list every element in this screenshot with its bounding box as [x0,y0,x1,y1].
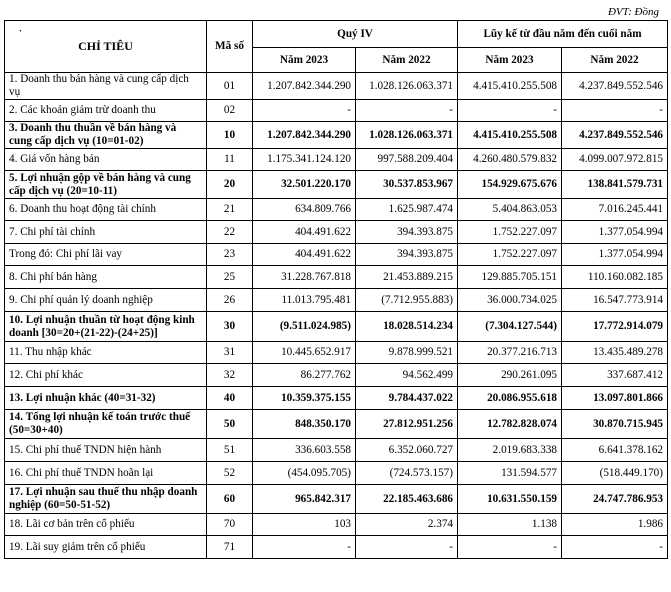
row-label: Trong đó: Chi phí lãi vay [5,244,207,266]
row-code: 40 [207,387,253,410]
table-row [5,100,668,122]
row-code: 71 [207,536,253,559]
row-quarter-2023: 404.491.622 [253,244,356,266]
row-ytd-2023: 154.929.675.676 [458,171,562,199]
row-quarter-2022: 997.588.209.404 [356,149,458,171]
row-ytd-2023: 4.260.480.579.832 [458,149,562,171]
table-header [5,21,668,73]
row-code: 31 [207,342,253,364]
row-ytd-2022: 4.237.849.552.546 [562,122,668,149]
row-ytd-2022: 13.097.801.866 [562,387,668,410]
table-row [5,462,668,485]
row-ytd-2023: - [458,100,562,122]
row-label: 8. Chi phí bán hàng [5,266,207,289]
row-label: 18. Lãi cơ bản trên cổ phiếu [5,514,207,536]
row-label: 10. Lợi nhuận thuần từ hoạt động kinh doanh [30=20+(21-22)-(24+25)] [5,312,207,342]
row-code: 70 [207,514,253,536]
row-label: 17. Lợi nhuận sau thuế thu nhập doanh nghiệp (60=50-51-52) [5,485,207,514]
row-label: 5. Lợi nhuận gộp về bán hàng và cung cấp dịch vụ (20=10-11) [5,171,207,199]
row-code: 50 [207,410,253,439]
table-row [5,410,668,439]
row-quarter-2022: 22.185.463.686 [356,485,458,514]
row-code: 11 [207,149,253,171]
header-quarter-group: Quý IV [253,21,458,48]
row-quarter-2023: - [253,100,356,122]
header-indicator [5,21,207,73]
row-label: 7. Chi phí tài chính [5,221,207,244]
row-quarter-2022: 1.625.987.474 [356,199,458,221]
row-quarter-2023: 10.445.652.917 [253,342,356,364]
row-ytd-2022: 16.547.773.914 [562,289,668,312]
header-code: Mã số [207,21,253,73]
header-quarter-2022: Năm 2022 [356,48,458,73]
row-ytd-2022: 30.870.715.945 [562,410,668,439]
row-quarter-2022: 21.453.889.215 [356,266,458,289]
row-ytd-2023: 10.631.550.159 [458,485,562,514]
row-ytd-2022: 337.687.412 [562,364,668,387]
row-ytd-2022: 24.747.786.953 [562,485,668,514]
row-ytd-2022: 1.986 [562,514,668,536]
row-ytd-2022: 7.016.245.441 [562,199,668,221]
row-quarter-2022: 18.028.514.234 [356,312,458,342]
header-ytd-2023: Năm 2023 [458,48,562,73]
row-ytd-2023: 12.782.828.074 [458,410,562,439]
row-ytd-2022: 1.377.054.994 [562,244,668,266]
row-quarter-2023: 848.350.170 [253,410,356,439]
row-quarter-2023: 1.207.842.344.290 [253,73,356,100]
table-row [5,266,668,289]
row-label: 2. Các khoản giảm trừ doanh thu [5,100,207,122]
row-code: 51 [207,439,253,462]
row-ytd-2022: (518.449.170) [562,462,668,485]
row-ytd-2022: 17.772.914.079 [562,312,668,342]
row-label: 6. Doanh thu hoạt động tài chính [5,199,207,221]
row-ytd-2022: 110.160.082.185 [562,266,668,289]
row-ytd-2023: 5.404.863.053 [458,199,562,221]
row-quarter-2023: (9.511.024.985) [253,312,356,342]
row-quarter-2022: (724.573.157) [356,462,458,485]
row-ytd-2023: 131.594.577 [458,462,562,485]
row-label: 15. Chi phí thuế TNDN hiện hành [5,439,207,462]
row-code: 20 [207,171,253,199]
row-quarter-2023: 11.013.795.481 [253,289,356,312]
row-quarter-2023: 404.491.622 [253,221,356,244]
row-quarter-2023: - [253,536,356,559]
row-quarter-2022: 394.393.875 [356,244,458,266]
row-quarter-2022: 394.393.875 [356,221,458,244]
table-row [5,199,668,221]
row-label: 19. Lãi suy giảm trên cổ phiếu [5,536,207,559]
table-row [5,514,668,536]
header-ytd-2022: Năm 2022 [562,48,668,73]
row-quarter-2022: 27.812.951.256 [356,410,458,439]
row-label: 9. Chi phí quản lý doanh nghiệp [5,289,207,312]
row-quarter-2023: 32.501.220.170 [253,171,356,199]
row-ytd-2023: 129.885.705.151 [458,266,562,289]
header-quarter-2023: Năm 2023 [253,48,356,73]
table-body [5,73,668,559]
row-ytd-2023: 1.752.227.097 [458,244,562,266]
row-quarter-2023: 1.207.842.344.290 [253,122,356,149]
row-label: 1. Doanh thu bán hàng và cung cấp dịch vụ [5,73,207,100]
header-ytd-group: Lũy kế từ đầu năm đến cuối năm [458,21,668,48]
table-row [5,342,668,364]
header-mark: · [19,26,23,36]
row-label: 11. Thu nhập khác [5,342,207,364]
row-quarter-2022: 6.352.060.727 [356,439,458,462]
row-quarter-2023: 336.603.558 [253,439,356,462]
row-quarter-2023: 1.175.341.124.120 [253,149,356,171]
row-ytd-2023: 1.752.227.097 [458,221,562,244]
row-ytd-2022: 1.377.054.994 [562,221,668,244]
row-quarter-2023: 10.359.375.155 [253,387,356,410]
row-quarter-2023: (454.095.705) [253,462,356,485]
row-code: 30 [207,312,253,342]
row-label: 12. Chi phí khác [5,364,207,387]
row-ytd-2023: - [458,536,562,559]
table-row [5,221,668,244]
row-quarter-2023: 103 [253,514,356,536]
table-row [5,439,668,462]
table-row [5,244,668,266]
table-row [5,387,668,410]
table-row [5,364,668,387]
table-row [5,73,668,100]
row-code: 25 [207,266,253,289]
row-quarter-2022: - [356,100,458,122]
row-label: 3. Doanh thu thuần về bán hàng và cung cấp dịch vụ (10=01-02) [5,122,207,149]
row-ytd-2023: 4.415.410.255.508 [458,122,562,149]
row-quarter-2023: 965.842.317 [253,485,356,514]
row-code: 01 [207,73,253,100]
table-row [5,485,668,514]
row-code: 21 [207,199,253,221]
row-label: 16. Chi phí thuế TNDN hoãn lại [5,462,207,485]
row-ytd-2023: 4.415.410.255.508 [458,73,562,100]
row-ytd-2022: 4.237.849.552.546 [562,73,668,100]
row-quarter-2022: 30.537.853.967 [356,171,458,199]
row-ytd-2022: 138.841.579.731 [562,171,668,199]
row-ytd-2022: - [562,100,668,122]
row-quarter-2022: 9.878.999.521 [356,342,458,364]
row-ytd-2023: 20.377.216.713 [458,342,562,364]
row-quarter-2022: - [356,536,458,559]
row-quarter-2022: 9.784.437.022 [356,387,458,410]
row-ytd-2022: 4.099.007.972.815 [562,149,668,171]
row-quarter-2022: 2.374 [356,514,458,536]
row-code: 60 [207,485,253,514]
row-code: 22 [207,221,253,244]
table-row [5,171,668,199]
row-ytd-2023: (7.304.127.544) [458,312,562,342]
table-row [5,149,668,171]
table-row [5,312,668,342]
row-ytd-2023: 1.138 [458,514,562,536]
income-statement-table [4,20,668,559]
table-row [5,289,668,312]
table-row [5,536,668,559]
row-quarter-2023: 86.277.762 [253,364,356,387]
row-ytd-2023: 2.019.683.338 [458,439,562,462]
row-label: 13. Lợi nhuận khác (40=31-32) [5,387,207,410]
row-ytd-2023: 290.261.095 [458,364,562,387]
row-ytd-2023: 20.086.955.618 [458,387,562,410]
row-ytd-2022: 6.641.378.162 [562,439,668,462]
row-quarter-2023: 31.228.767.818 [253,266,356,289]
row-quarter-2022: (7.712.955.883) [356,289,458,312]
row-ytd-2022: 13.435.489.278 [562,342,668,364]
header-indicator-label: CHỈ TIÊU [78,39,133,53]
row-code: 02 [207,100,253,122]
currency-unit-label: ĐVT: Đồng [607,6,659,18]
row-code: 10 [207,122,253,149]
row-ytd-2023: 36.000.734.025 [458,289,562,312]
table-row [5,122,668,149]
row-code: 23 [207,244,253,266]
row-label: 4. Giá vốn hàng bán [5,149,207,171]
row-ytd-2022: - [562,536,668,559]
row-quarter-2022: 1.028.126.063.371 [356,122,458,149]
row-code: 52 [207,462,253,485]
row-code: 26 [207,289,253,312]
row-code: 32 [207,364,253,387]
row-label: 14. Tổng lợi nhuận kế toán trước thuế (50=30+40) [5,410,207,439]
row-quarter-2022: 94.562.499 [356,364,458,387]
row-quarter-2022: 1.028.126.063.371 [356,73,458,100]
row-quarter-2023: 634.809.766 [253,199,356,221]
